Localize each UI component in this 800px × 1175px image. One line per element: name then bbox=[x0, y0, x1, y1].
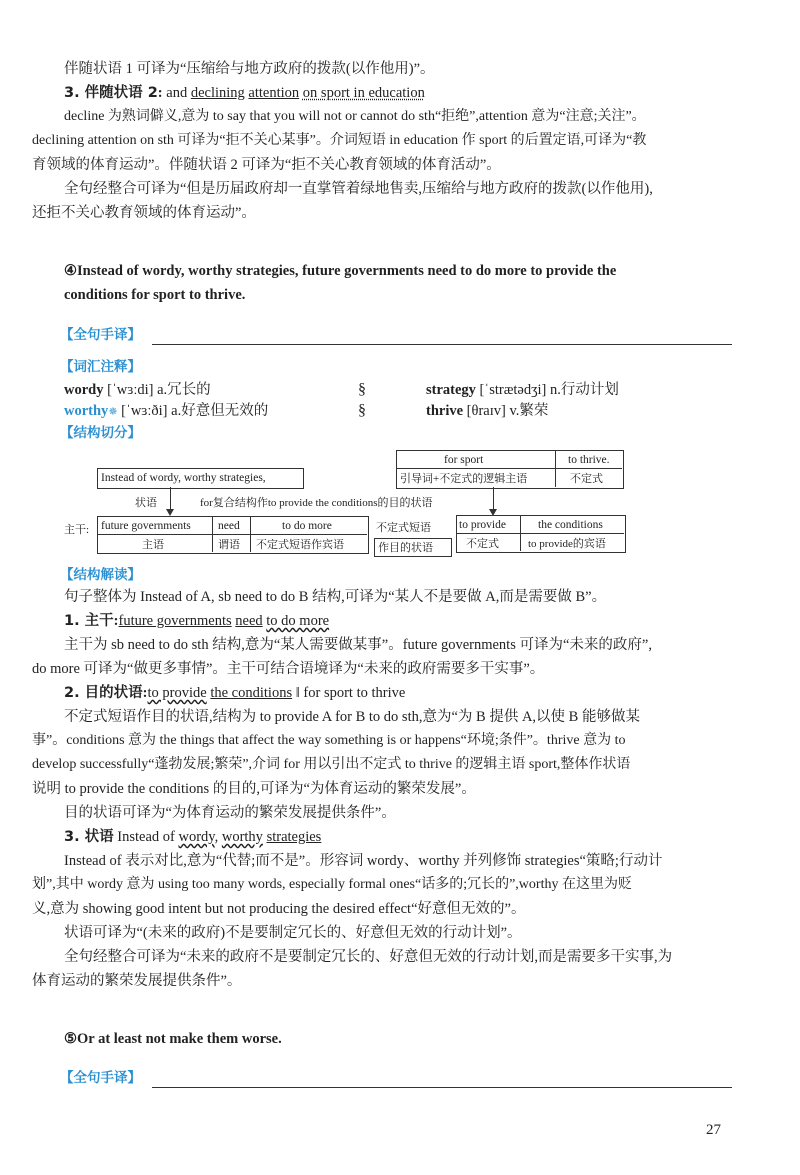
vocab-def: a.好意但无效的 bbox=[171, 403, 269, 419]
reading-2b: 事”。conditions 意为 the things that affect the way something is or happens“环境;条件”。thrive 意为 to bbox=[32, 733, 626, 748]
translation-blank-line bbox=[152, 1087, 732, 1088]
need-text: need bbox=[218, 520, 240, 532]
vocab-def: a.冗长的 bbox=[157, 382, 211, 398]
divider-icon: § bbox=[358, 381, 366, 398]
arrow-line bbox=[170, 487, 171, 509]
vocab-phonetic: [ˈstrætədʒi] bbox=[479, 382, 547, 398]
vocab-entry bbox=[64, 402, 268, 421]
arrow-down-icon bbox=[166, 509, 174, 516]
heading-label: 2. 目的状语 bbox=[64, 685, 143, 701]
translation-blank-line bbox=[152, 344, 732, 345]
reading-heading-2: 2. 目的状语:to provide the conditions ‖ for sport to thrive bbox=[64, 685, 406, 701]
box-divider bbox=[250, 517, 251, 552]
subject-text: 主语 bbox=[142, 539, 164, 551]
reading-3a: Instead of 表示对比,意为“代替;而不是”。形容词 wordy、worthy 并列修饰 strategies“策略;行动计 bbox=[64, 853, 663, 869]
heading-word: need bbox=[235, 613, 263, 629]
inf2-text: 不定式 bbox=[466, 538, 499, 550]
box-divider bbox=[212, 517, 213, 552]
heading-word: wordy bbox=[178, 829, 215, 845]
to-thrive-text: to thrive. bbox=[568, 454, 610, 466]
to-do-more-text: to do more bbox=[282, 520, 332, 532]
top-line-1: 伴随状语 1 可译为“压缩给与地方政府的拨款(以作他用)”。 bbox=[64, 61, 435, 77]
full-translation-label: 【全句手译】 bbox=[60, 327, 141, 343]
divider-icon: § bbox=[358, 402, 366, 419]
reading-2e: 目的状语可译为“为体育运动的繁荣发展提供条件”。 bbox=[64, 805, 396, 821]
sentence-5-title: ⑤Or at least not make them worse. bbox=[64, 1031, 282, 1047]
infinitive-text: 不定式 bbox=[570, 473, 603, 485]
logic-subject-text: 引导词+不定式的逻辑主语 bbox=[400, 473, 528, 485]
reading-heading-3 bbox=[64, 828, 321, 846]
reading-label: 【结构解读】 bbox=[60, 567, 141, 583]
heading-label: 3. 状语 bbox=[64, 829, 114, 845]
heading-word: attention bbox=[248, 85, 300, 101]
provide-object-text: to provide的宾语 bbox=[528, 538, 606, 550]
adverbial-text: 状语 bbox=[135, 497, 157, 509]
page-number: 27 bbox=[706, 1122, 721, 1138]
vocab-def: v.繁荣 bbox=[509, 403, 549, 419]
reading-4b: 体育运动的繁荣发展提供条件”。 bbox=[32, 973, 242, 989]
full-translation-label-5: 【全句手译】 bbox=[60, 1070, 141, 1086]
reading-1b: do more 可译为“做更多事情”。主干可结合语境译为“未来的政府需要多干实事”。 bbox=[32, 661, 545, 677]
heading-word: Instead of bbox=[117, 829, 175, 845]
instead-text: Instead of wordy, worthy strategies, bbox=[101, 472, 266, 484]
top-para-1c: 育领域的体育运动”。伴随状语 2 可译为“拒不关心教育领域的体育活动”。 bbox=[32, 157, 501, 173]
top-para-2b: 还拒不关心教育领域的体育运动”。 bbox=[32, 205, 256, 221]
vocab-phonetic: [ˈwɜːði] bbox=[121, 403, 168, 419]
reading-2c: develop successfully“蓬勃发展;繁荣”,介词 for 用以引出不定式 to thrive 的逻辑主语 sport,整体作状语 bbox=[32, 757, 631, 772]
heading-word: declining bbox=[190, 85, 245, 101]
heading-word: , bbox=[214, 829, 222, 845]
box-divider bbox=[555, 451, 556, 487]
for-sport-text: for sport bbox=[444, 454, 484, 466]
vocab-def: n.行动计划 bbox=[550, 382, 619, 398]
vocab-entry bbox=[426, 381, 619, 399]
reading-2a: 不定式短语作目的状语,结构为 to provide A for B to do sth,意为“为 B 提供 A,以使 B 能够做某 bbox=[64, 709, 640, 725]
reading-heading-1: 1. 主干:future governments need to do more bbox=[64, 613, 330, 629]
reading-2d: 说明 to provide the conditions 的目的,可译为“为体育运动的繁荣发展”。 bbox=[32, 781, 476, 797]
heading-word: to do more bbox=[266, 613, 330, 629]
arrow-line bbox=[493, 487, 494, 509]
star-icon: ✵ bbox=[108, 406, 118, 418]
future-gov-text: future governments bbox=[101, 520, 191, 532]
heading-word: strategies bbox=[266, 829, 322, 845]
reading-3c: 义,意为 showing good intent but not producing the desired effect“好意但无效的”。 bbox=[32, 901, 526, 917]
heading-word: ‖ for sport to thrive bbox=[295, 685, 406, 701]
reading-4a: 全句经整合可译为“未来的政府不是要制定冗长的、好意但无效的行动计划,而是需要多干实事,为 bbox=[64, 949, 673, 965]
inf-phrase-text: 不定式短语 bbox=[376, 522, 431, 534]
vocab-word: worthy bbox=[64, 403, 109, 419]
the-conditions-text: the conditions bbox=[538, 519, 603, 531]
to-provide-text: to provide bbox=[459, 519, 506, 531]
top-para-1a: decline 为熟词僻义,意为 to say that you will not or cannot do sth“拒绝”,attention 意为“注意;关注”。 bbox=[64, 109, 646, 124]
heading-label: 3. 伴随状语 2 bbox=[64, 85, 158, 101]
reading-1a: 主干为 sb need to do sth 结构,意为“某人需要做某事”。future governments 可译为“未来的政府”, bbox=[64, 637, 652, 653]
for-structure-text: for复合结构作to provide the conditions的目的状语 bbox=[200, 497, 433, 509]
vocab-label: 【词汇注释】 bbox=[60, 359, 141, 375]
vocab-word: thrive bbox=[426, 403, 464, 419]
heading-word: on sport in education bbox=[302, 85, 425, 101]
heading-word: worthy bbox=[221, 829, 263, 845]
top-heading-3: 3. 伴随状语 2: and declining attention on sport in education bbox=[64, 85, 425, 101]
heading-word: the conditions bbox=[210, 685, 293, 701]
box-divider bbox=[520, 516, 521, 551]
main-label: 主干: bbox=[64, 524, 90, 536]
heading-word: future governments bbox=[118, 613, 232, 629]
reading-3d: 状语可译为“(未来的政府)不是要制定冗长的、好意但无效的行动计划”。 bbox=[64, 925, 522, 941]
reading-intro: 句子整体为 Instead of A, sb need to do B 结构,可译为“某人不是要做 A,而是需要做 B”。 bbox=[64, 589, 607, 605]
vocab-entry bbox=[64, 381, 211, 399]
heading-word: to provide bbox=[147, 685, 207, 701]
vocab-word: wordy bbox=[64, 382, 104, 398]
inf-object-text: 不定式短语作宾语 bbox=[256, 539, 344, 551]
heading-label: 1. 主干 bbox=[64, 613, 114, 629]
top-para-1b: declining attention on sth 可译为“拒不关心某事”。介词短语 in education 作 sport 的后置定语,可译为“教 bbox=[32, 133, 647, 148]
sentence-4-title: ④Instead of wordy, worthy strategies, future governments need to do more to provide the bbox=[64, 263, 617, 279]
predicate-text: 谓语 bbox=[218, 539, 240, 551]
structure-label: 【结构切分】 bbox=[60, 425, 141, 441]
sentence-4-title-cont: conditions for sport to thrive. bbox=[64, 287, 246, 303]
vocab-phonetic: [θraɪv] bbox=[466, 403, 506, 419]
heading-word: and bbox=[166, 85, 188, 101]
vocab-entry bbox=[426, 402, 548, 420]
vocab-word: strategy bbox=[426, 382, 476, 398]
reading-3b: 划”,其中 wordy 意为 using too many words, especially formal ones“话多的;冗长的”,worthy 在这里为贬 bbox=[32, 877, 632, 892]
vocab-phonetic: [ˈwɜːdi] bbox=[107, 382, 154, 398]
purpose-text: 作目的状语 bbox=[378, 542, 433, 554]
top-para-2a: 全句经整合可译为“但是历届政府却一直掌管着绿地售卖,压缩给与地方政府的拨款(以作他用), bbox=[64, 181, 653, 197]
